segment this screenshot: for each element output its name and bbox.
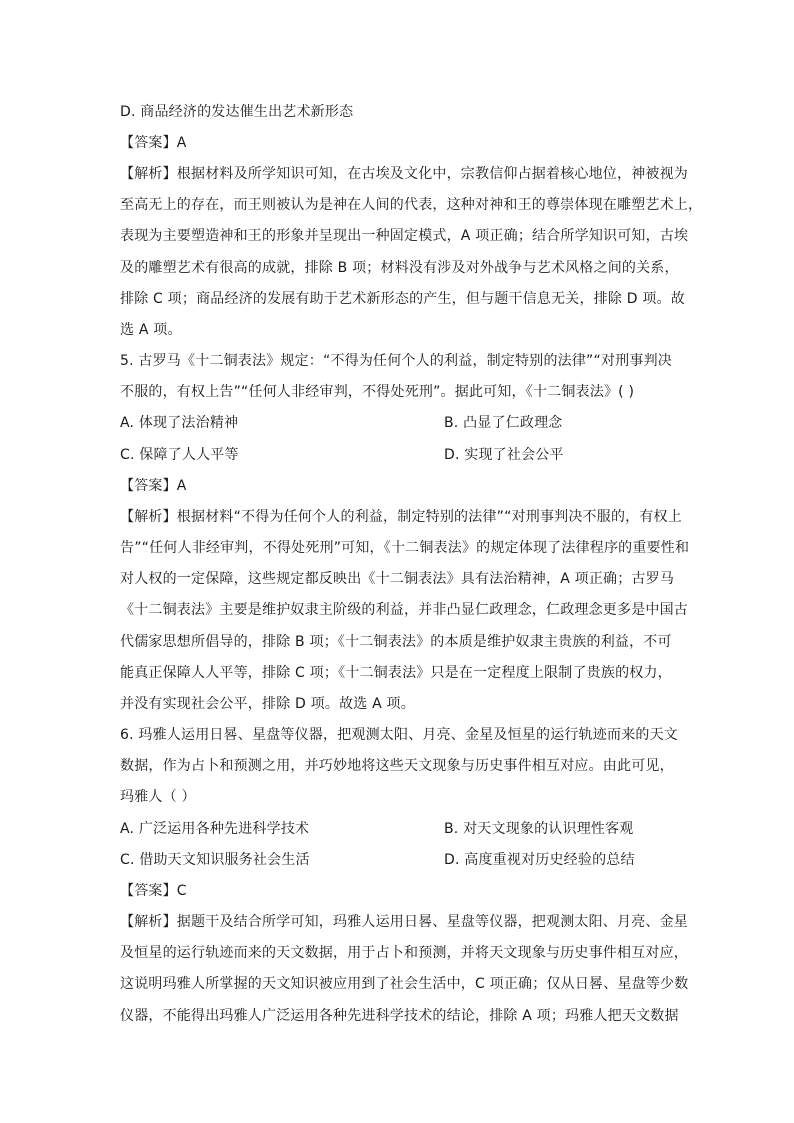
q5-analysis-line: 并没有实现社会公平，排除 D 项。故选 A 项。 [120,696,415,712]
q6-analysis-line: 【解析】据题干及结合所学可知，玛雅人运用日晷、星盘等仪器，把观测太阳、月亮、金星 [120,914,688,930]
q6-option-c: C. 借助天文知识服务社会生活 [120,852,310,868]
q6-analysis-line: 这说明玛雅人所掌握的天文知识被应用到了社会生活中，C 项正确；仅从日晷、星盘等少数 [120,976,689,992]
q5-analysis-line: 告”“任何人非经审判，不得处死刑”可知，《十二铜表法》的规定体现了法律程序的重要性和 [120,540,690,556]
q4-analysis-line: 选 A 项。 [120,322,182,338]
q4-analysis-line: 及的雕塑艺术有很高的成就，排除 B 项；材料没有涉及对外战争与艺术风格之间的关系， [120,260,679,276]
q6-analysis-line: 仪器，不能得出玛雅人广泛运用各种先进科学技术的结论，排除 A 项；玛雅人把天文数据 [120,1008,679,1024]
q6-answer: 【答案】C [120,883,187,899]
q6-stem: 6. 玛雅人运用日晷、星盘等仪器，把观测太阳、月亮、金星及恒星的运行轨迹而来的天文 [120,727,679,743]
q5-option-a: A. 体现了法治精神 [120,415,239,431]
q4-analysis-line: 表现为主要塑造神和王的形象并呈现出一种固定模式，A 项正确；结合所学知识可知，古埃 [120,228,689,244]
q6-stem: 数据，作为占卜和预测之用，并巧妙地将这些天文现象与历史事件相互对应。由此可见， [120,758,674,774]
q4-analysis-line: 至高无上的存在，而王则被认为是神在人间的代表，这种对神和王的尊崇体现在雕塑艺术上， [120,197,703,213]
q6-option-a: A. 广泛运用各种先进科学技术 [120,821,310,837]
q6-option-d: D. 高度重视对历史经验的总结 [444,852,635,868]
q6-option-b: B. 对天文现象的认识理性客观 [444,821,634,837]
q6-analysis-line: 及恒星的运行轨迹而来的天文数据，用于占卜和预测，并将天文现象与历史事件相互对应， [120,945,688,961]
q4-analysis-line: 排除 C 项；商品经济的发展有助于艺术新形态的产生，但与题干信息无关，排除 D 项。故 [120,291,685,307]
q5-analysis-line: 《十二铜表法》主要是维护奴隶主阶级的利益，并非凸显仁政理念，仁政理念更多是中国古 [120,602,688,618]
q5-stem: 不服的，有权上告”“任何人非经审判，不得处死刑”。据此可知，《十二铜表法》( ) [120,384,635,400]
q5-analysis-line: 对人权的一定保障，这些规定都反映出《十二铜表法》具有法治精神，A 项正确；古罗马 [120,571,675,587]
q5-option-b: B. 凸显了仁政理念 [444,415,563,431]
q5-option-d: D. 实现了社会公平 [444,447,564,463]
q5-stem: 5. 古罗马《十二铜表法》规定：“不得为任何个人的利益，制定特别的法律”“对刑事判决 [120,353,672,369]
q5-option-c: C. 保障了人人平等 [120,447,239,463]
q5-answer: 【答案】A [120,478,187,494]
q4-analysis-line: 【解析】根据材料及所学知识可知，在古埃及文化中，宗教信仰占据着核心地位，神被视为 [120,166,688,182]
q4-option-d: D. 商品经济的发达催生出艺术新形态 [120,104,354,120]
q4-answer: 【答案】A [120,135,187,151]
q6-stem: 玛雅人（ ） [120,789,196,805]
q5-analysis-line: 【解析】根据材料“不得为任何个人的利益，制定特别的法律”“对刑事判决不服的，有权上 [120,509,682,525]
q5-analysis-line: 能真正保障人人平等，排除 C 项；《十二铜表法》只是在一定程度上限制了贵族的权力， [120,665,672,681]
q5-analysis-line: 代儒家思想所倡导的，排除 B 项；《十二铜表法》的本质是维护奴隶主贵族的利益，不可 [120,634,672,650]
